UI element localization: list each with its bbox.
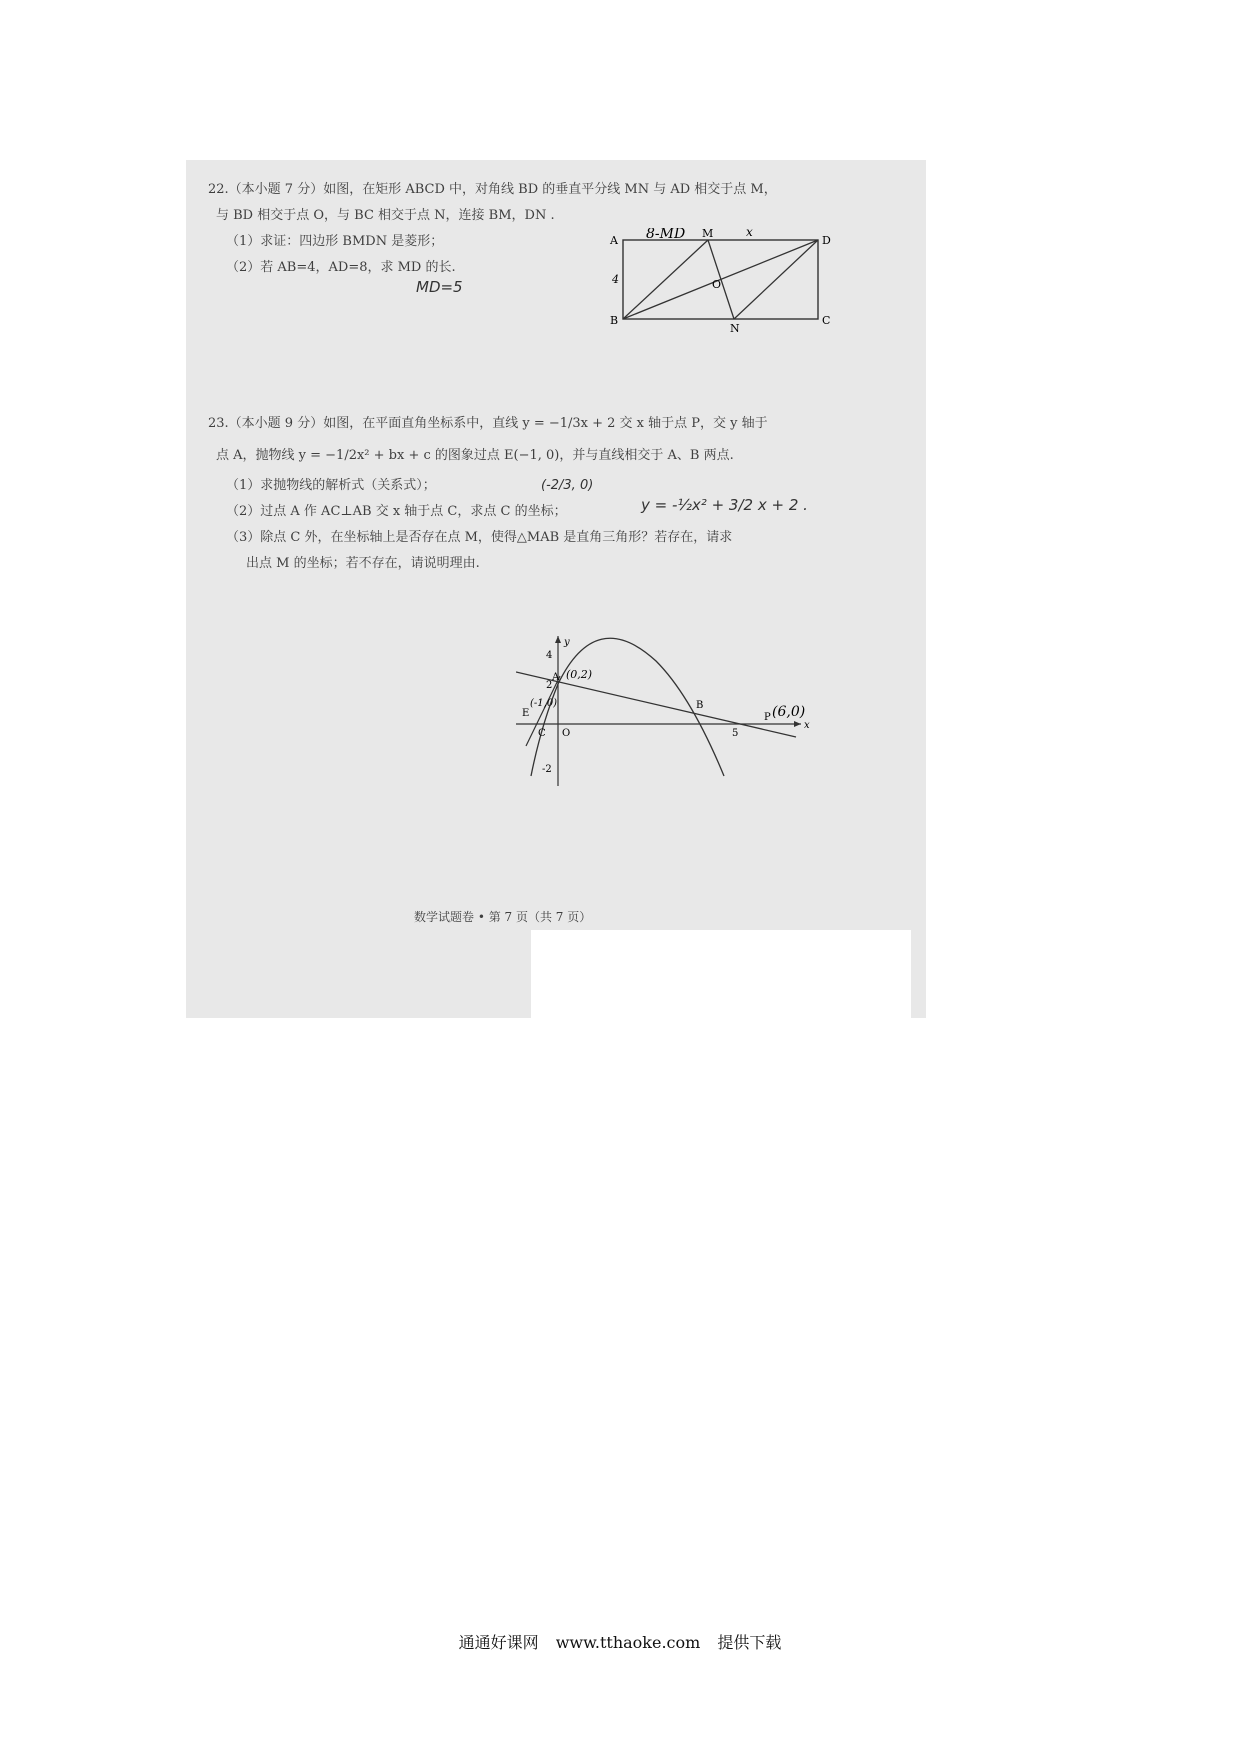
label-O: O — [712, 278, 722, 291]
label-D: D — [822, 234, 831, 247]
q22-part2: （2）若 AB=4，AD=8，求 MD 的长. — [226, 260, 456, 275]
white-patch — [531, 930, 911, 1018]
q22-part1: （1）求证：四边形 BMDN 是菱形； — [226, 234, 444, 249]
q22-handwritten-answer: MD=5 — [416, 278, 463, 296]
label-B: B — [610, 314, 619, 327]
label-A: A — [552, 672, 560, 683]
q23-title: 23.（本小题 9 分）如图，在平面直角坐标系中，直线 y = −1/3x + 2 交 x 轴于点 P，交 y 轴于 — [208, 416, 768, 431]
label-M: M — [702, 228, 714, 240]
scanned-page — [186, 160, 926, 1018]
x-axis-label: x — [804, 720, 810, 731]
q22-title: 22.（本小题 7 分）如图，在矩形 ABCD 中，对角线 BD 的垂直平分线 MN 与 AD 相交于点 M， — [208, 182, 777, 197]
hw-E-coord: (-1,0) — [530, 698, 558, 709]
q23-handwritten-equation: y = -½x² + 3/2 x + 2 . — [641, 496, 808, 514]
hw-P-coord: (6,0) — [772, 704, 806, 720]
page-footer — [0, 1630, 1240, 1653]
hw-A-coord: (0,2) — [566, 668, 593, 681]
hw-4: 4 — [612, 273, 619, 286]
q23-handwritten-c: (-2/3, 0) — [541, 478, 594, 493]
hw-8-MD: 8-MD — [646, 228, 686, 242]
q23-line2: 点 A，抛物线 y = −1/2x² + bx + c 的图象过点 E(−1, 0)，并与直线相交于 A、B 两点. — [216, 448, 734, 463]
tick-4: 4 — [546, 650, 553, 661]
label-B: B — [696, 700, 704, 711]
q23-graph — [516, 636, 816, 796]
q22-rectangle-figure — [606, 228, 936, 348]
tick-2: 2 — [546, 680, 553, 691]
scan-page-footer: 数学试题卷 • 第 7 页（共 7 页） — [414, 910, 592, 924]
footer-suffix: 提供下载 — [717, 1633, 782, 1652]
y-axis-label: y — [564, 637, 570, 648]
label-O: O — [562, 728, 571, 739]
hw-x: x — [746, 228, 753, 239]
label-A: A — [610, 234, 618, 247]
q23-part2: （2）过点 A 作 AC⊥AB 交 x 轴于点 C，求点 C 的坐标； — [226, 504, 567, 519]
label-C: C — [538, 728, 546, 739]
q22-line2: 与 BD 相交于点 O，与 BC 相交于点 N，连接 BM，DN . — [216, 208, 555, 223]
q23-part3b: 出点 M 的坐标；若不存在，请说明理由. — [246, 556, 480, 571]
label-N: N — [730, 322, 740, 335]
tick-minus-2: -2 — [542, 764, 552, 775]
label-E: E — [522, 708, 530, 719]
label-C: C — [822, 314, 831, 327]
tick-5: 5 — [732, 728, 739, 739]
footer-url[interactable]: www.tthaoke.com — [555, 1633, 701, 1652]
footer-site-name: 通通好课网 — [458, 1633, 539, 1652]
q23-part3: （3）除点 C 外，在坐标轴上是否存在点 M，使得△MAB 是直角三角形？若存在，请求 — [226, 530, 733, 545]
q23-part1: （1）求抛物线的解析式（关系式）； — [226, 478, 436, 493]
label-P: P — [764, 712, 771, 723]
